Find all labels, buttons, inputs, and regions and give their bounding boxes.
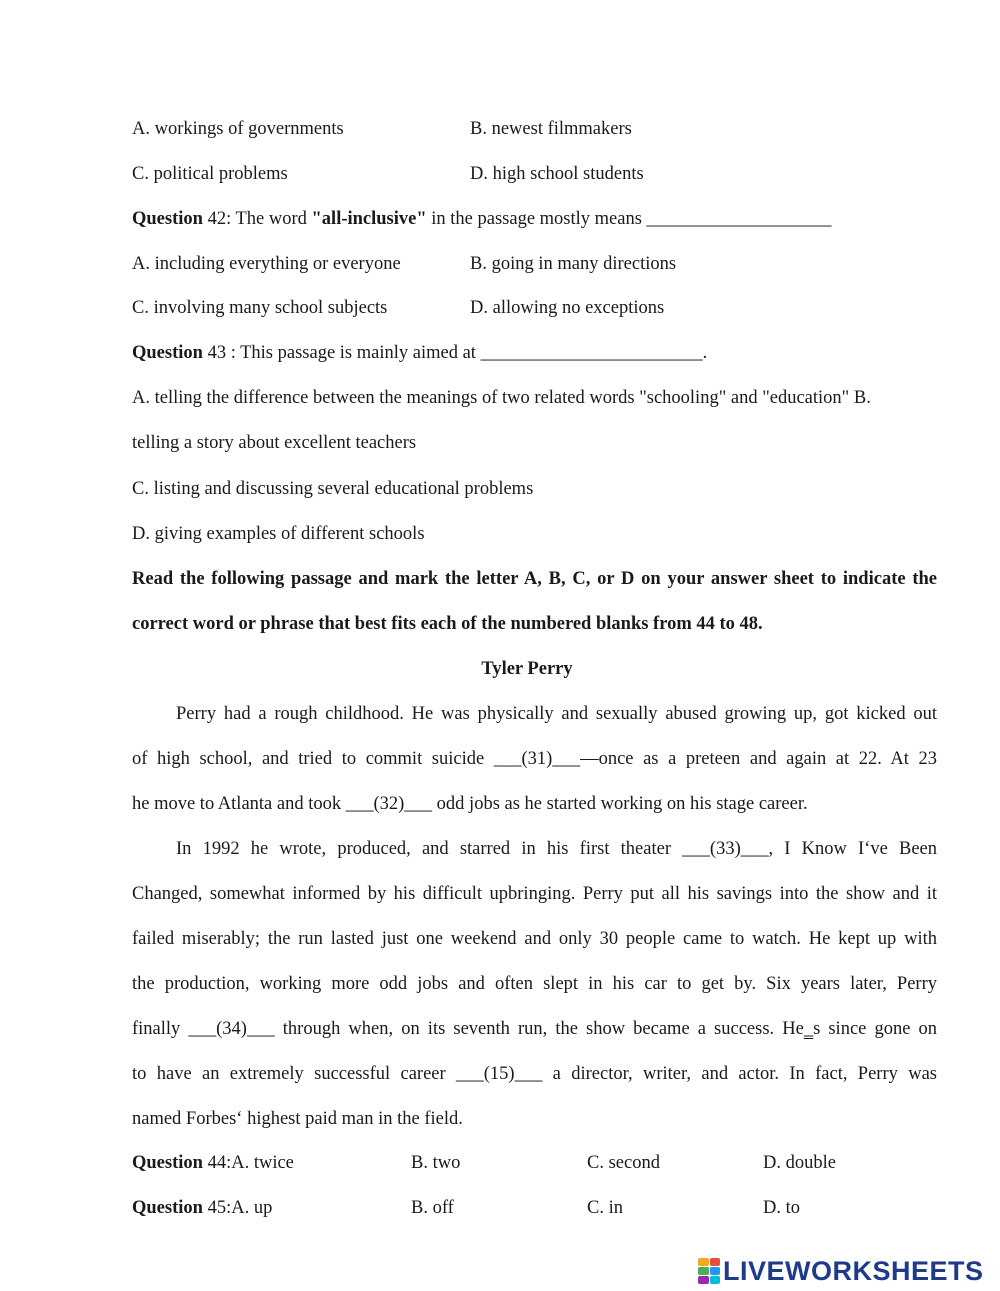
passage-title: Tyler Perry [481,659,573,679]
q42-option-b: B. going in many directions [470,254,677,274]
q42-option-a: A. including everything or everyone [132,254,401,274]
q42-option-c: C. involving many school subjects [132,298,388,318]
q43-stem [132,341,707,365]
q44-option-d: D. double [763,1153,836,1173]
q44-number: 44: [202,1153,232,1173]
q44-label: Question [132,1153,203,1173]
q43-option-a-b: A. telling the difference between the meanings of two related words "schooling" and "education" B. [132,388,871,408]
instructions-line-2: correct word or phrase that best fits each of the numbered blanks from 44 to 48. [132,614,763,634]
passage-line: the production, working more odd jobs and often slept in his car to get by. Six years later, Perry [132,974,937,994]
q42-stem [132,207,832,231]
passage-line: Perry had a rough childhood. He was physically and sexually abused growing up, got kicked out [176,704,937,724]
passage-line: failed miserably; the run lasted just one weekend and only 30 people came to watch. He kept up with [132,929,937,949]
q41-option-b: B. newest filmmakers [470,119,632,139]
q43-label: Question [132,343,203,363]
q45-option-a: A. up [231,1198,273,1218]
q45-option-b: B. off [411,1198,454,1218]
passage-line: finally ___(34)___ through when, on its seventh run, the show became a success. He‗s since gone on [132,1019,937,1039]
q42-stem-text-2: in the passage mostly means ____________________ [426,209,832,229]
q44-option-a: A. twice [231,1153,294,1173]
passage-line: of high school, and tried to commit suicide ___(31)___—once as a preteen and again at 22. At 23 [132,749,937,769]
q41-option-c: C. political problems [132,164,288,184]
passage-line: In 1992 he wrote, produced, and starred in his first theater ___(33)___, I Know I‘ve Been [176,839,937,859]
passage-line: he move to Atlanta and took ___(32)___ odd jobs as he started working on his stage career. [132,794,808,814]
q44-option-b: B. two [411,1153,461,1173]
instructions-line-1: Read the following passage and mark the letter A, B, C, or D on your answer sheet to indicate the [132,569,937,589]
q43-option-b-cont: telling a story about excellent teachers [132,433,417,453]
liveworksheets-logo[interactable] [698,1256,984,1286]
liveworksheets-logo-text: LIVEWORKSHEETS [723,1255,984,1286]
passage-line: to have an extremely successful career ___(15)___ a director, writer, and actor. In fact, Perry was [132,1064,937,1084]
q44-row [132,1151,937,1175]
q42-term: "all-inclusive" [311,209,427,229]
q42-label: Question [132,209,203,229]
q45-option-d: D. to [763,1198,800,1218]
q41-option-d: D. high school students [470,164,644,184]
q45-label: Question [132,1198,203,1218]
q45-option-c: C. in [587,1198,623,1218]
q43-stem-text: 43 : This passage is mainly aimed at ________________________. [202,343,708,363]
q44-option-c: C. second [587,1153,660,1173]
q45-number: 45: [202,1198,232,1218]
q41-option-a: A. workings of governments [132,119,344,139]
liveworksheets-logo-icon [698,1258,720,1284]
q42-option-d: D. allowing no exceptions [470,298,665,318]
passage-line: Changed, somewhat informed by his difficult upbringing. Perry put all his savings into the show and it [132,884,937,904]
q45-row [132,1196,937,1220]
q43-option-c: C. listing and discussing several educational problems [132,479,534,499]
q43-option-d: D. giving examples of different schools [132,524,425,544]
passage-line: named Forbes‘ highest paid man in the field. [132,1109,463,1129]
q42-stem-text-1: 42: The word [202,209,312,229]
